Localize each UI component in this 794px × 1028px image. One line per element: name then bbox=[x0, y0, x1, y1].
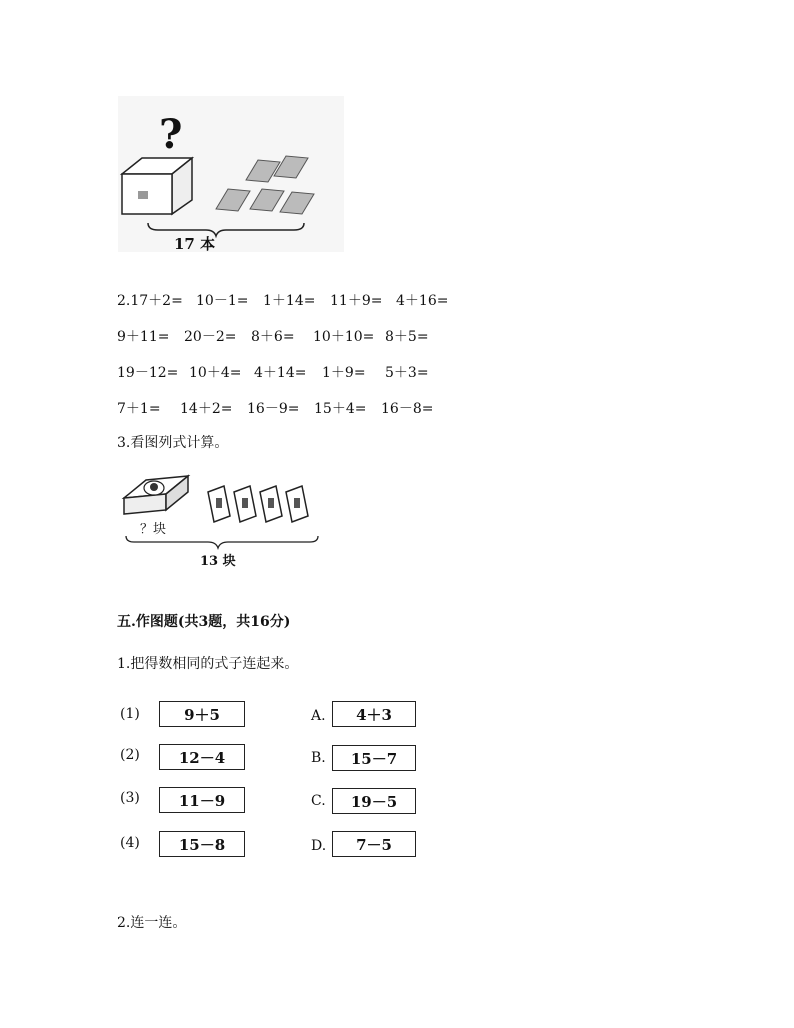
q2-title: 2.连一连。 bbox=[117, 915, 187, 931]
calc-item: 10＋4= bbox=[189, 365, 242, 381]
calc-item: 16－8= bbox=[381, 401, 434, 417]
left-label-1: (1) bbox=[120, 706, 140, 722]
right-label-d: D. bbox=[311, 838, 327, 854]
left-label-4: (4) bbox=[120, 835, 140, 851]
left-expr-box-4[interactable]: 15－8 bbox=[159, 831, 245, 857]
calc-item: 2.17＋2= bbox=[117, 293, 183, 309]
left-expr-box-3[interactable]: 11－9 bbox=[159, 787, 245, 813]
left-expr-box-2[interactable]: 12－4 bbox=[159, 744, 245, 770]
left-label-3: (3) bbox=[120, 790, 140, 806]
calc-item: 8＋5= bbox=[385, 329, 429, 345]
calc-item: 19－12= bbox=[117, 365, 179, 381]
right-expr-box-b[interactable]: 15－7 bbox=[332, 745, 416, 771]
right-expr-box-c[interactable]: 19－5 bbox=[332, 788, 416, 814]
calc-item: 10－1= bbox=[196, 293, 249, 309]
figure-erasers bbox=[120, 470, 324, 572]
problem3-title: 3.看图列式计算。 bbox=[117, 435, 229, 451]
right-label-a: A. bbox=[311, 708, 326, 724]
right-label-b: B. bbox=[311, 750, 326, 766]
right-expr-box-d[interactable]: 7－5 bbox=[332, 831, 416, 857]
q1-title: 1.把得数相同的式子连起来。 bbox=[117, 656, 299, 672]
calc-item: 5＋3= bbox=[385, 365, 429, 381]
unknown-label: ？块 bbox=[140, 522, 167, 537]
total-label: 13 块 bbox=[200, 554, 236, 569]
calc-item: 7＋1= bbox=[117, 401, 161, 417]
section5-title: 五.作图题(共3题，共16分) bbox=[117, 614, 291, 630]
question-mark: ? bbox=[159, 111, 183, 158]
calc-item: 1＋14= bbox=[263, 293, 316, 309]
calc-item: 1＋9= bbox=[322, 365, 366, 381]
calc-item: 20－2= bbox=[184, 329, 237, 345]
right-label-c: C. bbox=[311, 793, 326, 809]
calc-item: 9＋11= bbox=[117, 329, 170, 345]
calc-item: 10＋10= bbox=[313, 329, 375, 345]
calc-item: 4＋16= bbox=[396, 293, 449, 309]
figure-box-books bbox=[118, 96, 344, 252]
calc-item: 16－9= bbox=[247, 401, 300, 417]
right-expr-box-a[interactable]: 4＋3 bbox=[332, 701, 416, 727]
calc-item: 4＋14= bbox=[254, 365, 307, 381]
calc-item: 14＋2= bbox=[180, 401, 233, 417]
figure1-caption: 17 本 bbox=[174, 235, 216, 252]
calc-item: 11＋9= bbox=[330, 293, 383, 309]
left-expr-box-1[interactable]: 9＋5 bbox=[159, 701, 245, 727]
left-label-2: (2) bbox=[120, 747, 140, 763]
calc-item: 15＋4= bbox=[314, 401, 367, 417]
calc-item: 8＋6= bbox=[251, 329, 295, 345]
